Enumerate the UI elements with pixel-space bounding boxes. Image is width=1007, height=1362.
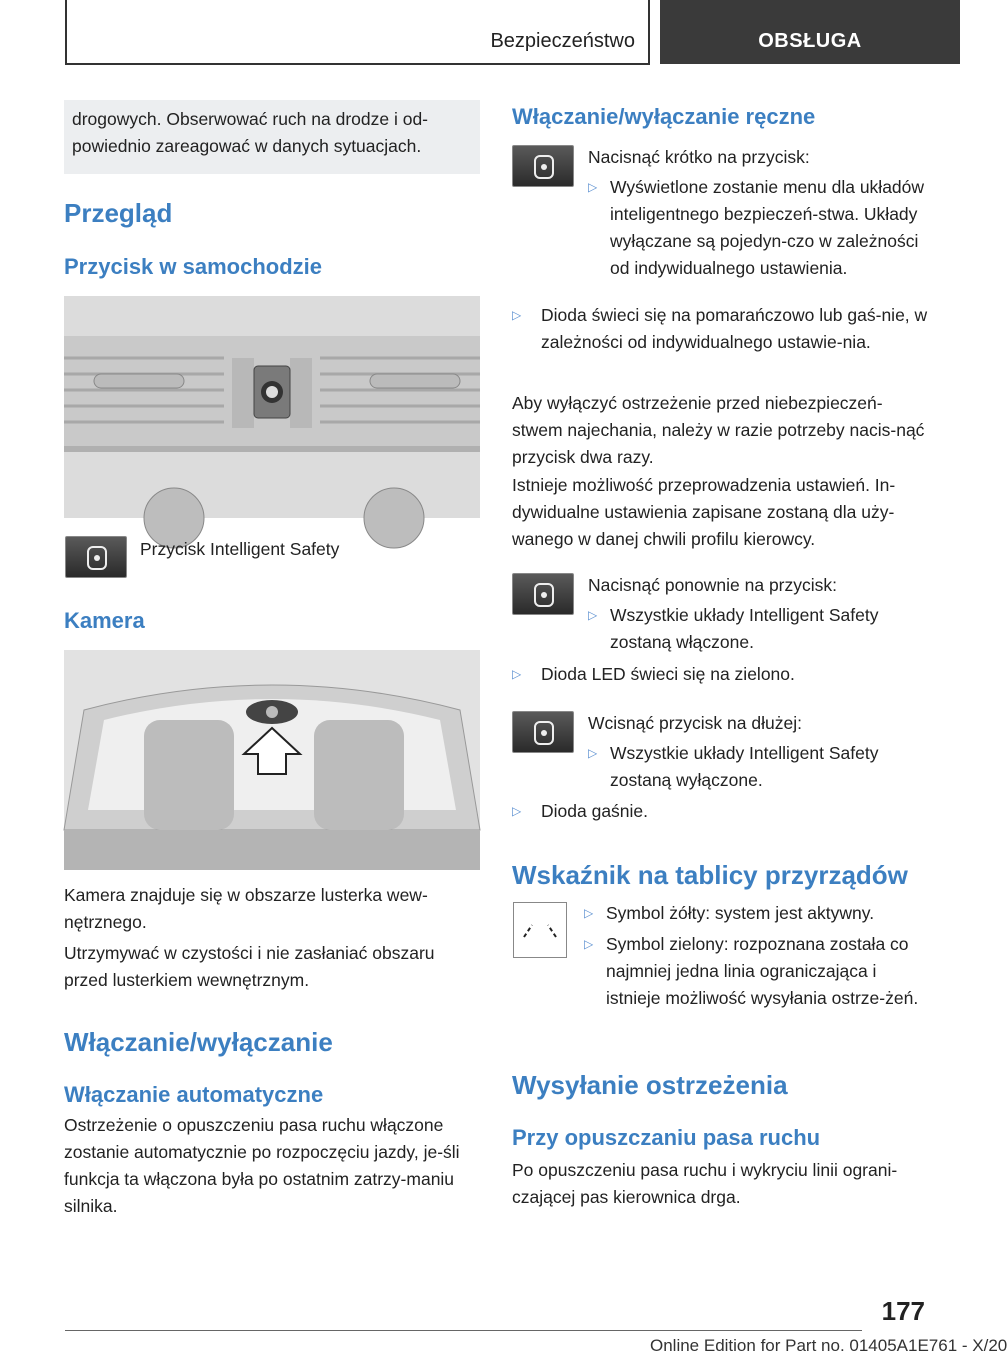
step3-bullet bbox=[588, 740, 928, 794]
wskaznik-bullet-2-text: Symbol zielony: rozpoznana została co najmniej jedna linia ograniczająca i istnieje możliwość wysyłania ostrze-żeń. bbox=[606, 934, 919, 1008]
bullet-triangle-icon: ▷ bbox=[512, 308, 522, 322]
bullet-triangle-icon: ▷ bbox=[588, 746, 598, 760]
step2-intro: Nacisnąć ponownie na przycisk: bbox=[588, 575, 838, 595]
bullet-triangle-icon: ▷ bbox=[588, 180, 598, 194]
heading-reczne: Włączanie/wyłączanie ręczne bbox=[512, 104, 816, 129]
step1-intro: Nacisnąć krótko na przycisk: bbox=[588, 147, 810, 167]
dashboard-button-photo bbox=[64, 296, 480, 518]
heading-przeglad: Przegląd bbox=[64, 198, 173, 228]
page-number: 177 bbox=[881, 1296, 925, 1326]
step1-led bbox=[512, 302, 928, 356]
heading-wysylanie: Wysyłanie ostrzeżenia bbox=[512, 1070, 788, 1100]
heading-wlaczanie: Włączanie/wyłączanie bbox=[64, 1027, 333, 1057]
twice-paragraph: Aby wyłączyć ostrzeżenie przed niebezpieczeń-stwem najechania, należy w razie potrzeby nacis-nąć przycisk dwa razy. bbox=[512, 393, 925, 467]
save-paragraph: Istnieje możliwość przeprowadzenia ustawień. In-dywidualne ustawienia zapisane zostaną dla uży-wanego w danej chwili profilu kierowcy. bbox=[512, 475, 896, 549]
step3-led bbox=[512, 798, 928, 825]
auto-paragraph: Ostrzeżenie o opuszczeniu pasa ruchu włączone zostanie automatycznie po rozpoczęciu jazdy, je-śli funkcja ta włączona była po ostatnim zatrzy-maniu silnika. bbox=[64, 1115, 460, 1216]
bullet-triangle-icon: ▷ bbox=[584, 906, 594, 920]
footer-rule bbox=[65, 1330, 862, 1331]
step2-bullet bbox=[588, 602, 928, 656]
heading-przycisk: Przycisk w samochodzie bbox=[64, 254, 322, 279]
header-chapter-label: OBSŁUGA bbox=[758, 30, 862, 52]
step2-bullet-text: Wszystkie układy Intelligent Safety zostaną włączone. bbox=[610, 605, 879, 652]
wskaznik-bullet-1-text: Symbol żółty: system jest aktywny. bbox=[606, 903, 875, 923]
kamera-paragraph-1: Kamera znajduje się w obszarze lusterka wew-nętrznego. bbox=[64, 885, 428, 932]
kamera-paragraph-2: Utrzymywać w czystości i nie zasłaniać obszaru przed lusterkiem wewnętrznym. bbox=[64, 943, 435, 990]
heading-wskaznik: Wskaźnik na tablicy przyrządów bbox=[512, 860, 908, 890]
bullet-triangle-icon: ▷ bbox=[584, 937, 594, 951]
lane-departure-indicator-icon bbox=[513, 902, 567, 958]
button-icon-step1 bbox=[512, 145, 574, 187]
wskaznik-bullet-1 bbox=[584, 900, 928, 927]
continued-note-text: drogowych. Obserwować ruch na drodze i od-powiednio zareagować w danych sytuacjach. bbox=[72, 109, 429, 156]
step1-bullet bbox=[588, 174, 928, 282]
heading-kamera: Kamera bbox=[64, 608, 145, 633]
przy-paragraph: Po opuszczeniu pasa ruchu i wykryciu linii ograni-czającej pas kierownica drga. bbox=[512, 1160, 898, 1207]
step1-bullet-text: Wyświetlone zostanie menu dla układów inteligentnego bezpieczeń-stwa. Układy wyłączane są pojedyn-czo w zależności od indywidualnego ustawienia. bbox=[610, 177, 925, 278]
bullet-triangle-icon: ▷ bbox=[512, 667, 522, 681]
heading-auto: Włączanie automatyczne bbox=[64, 1082, 324, 1107]
step3-led-text: Dioda gaśnie. bbox=[541, 801, 649, 821]
button-icon-step2 bbox=[512, 573, 574, 615]
continued-note-box bbox=[64, 100, 480, 174]
header-rule-left bbox=[65, 0, 67, 64]
intelligent-safety-button-icon bbox=[65, 536, 127, 578]
header-rule-bottom bbox=[65, 63, 650, 65]
header-rule-mid bbox=[648, 0, 650, 64]
header-chapter-tab[interactable] bbox=[660, 0, 960, 64]
header-section-title: Bezpieczeństwo bbox=[490, 30, 635, 52]
footer-edition: Online Edition for Part no. 01405A1E761 - X/20 bbox=[650, 1336, 1007, 1355]
bullet-triangle-icon: ▷ bbox=[512, 804, 522, 818]
heading-przy: Przy opuszczaniu pasa ruchu bbox=[512, 1125, 821, 1150]
step2-led-text: Dioda LED świeci się na zielono. bbox=[541, 664, 795, 684]
camera-location-photo bbox=[64, 650, 480, 870]
step2-led bbox=[512, 661, 928, 688]
button-icon-step3 bbox=[512, 711, 574, 753]
wskaznik-bullet-2 bbox=[584, 931, 928, 1012]
button-caption: Przycisk Intelligent Safety bbox=[140, 539, 340, 559]
step3-bullet-text: Wszystkie układy Intelligent Safety zostaną wyłączone. bbox=[610, 743, 879, 790]
step3-intro: Wcisnąć przycisk na dłużej: bbox=[588, 713, 802, 733]
step1-led-text: Dioda świeci się na pomarańczowo lub gaś-nie, w zależności od indywidualnego ustawie-nia. bbox=[541, 305, 928, 352]
bullet-triangle-icon: ▷ bbox=[588, 608, 598, 622]
